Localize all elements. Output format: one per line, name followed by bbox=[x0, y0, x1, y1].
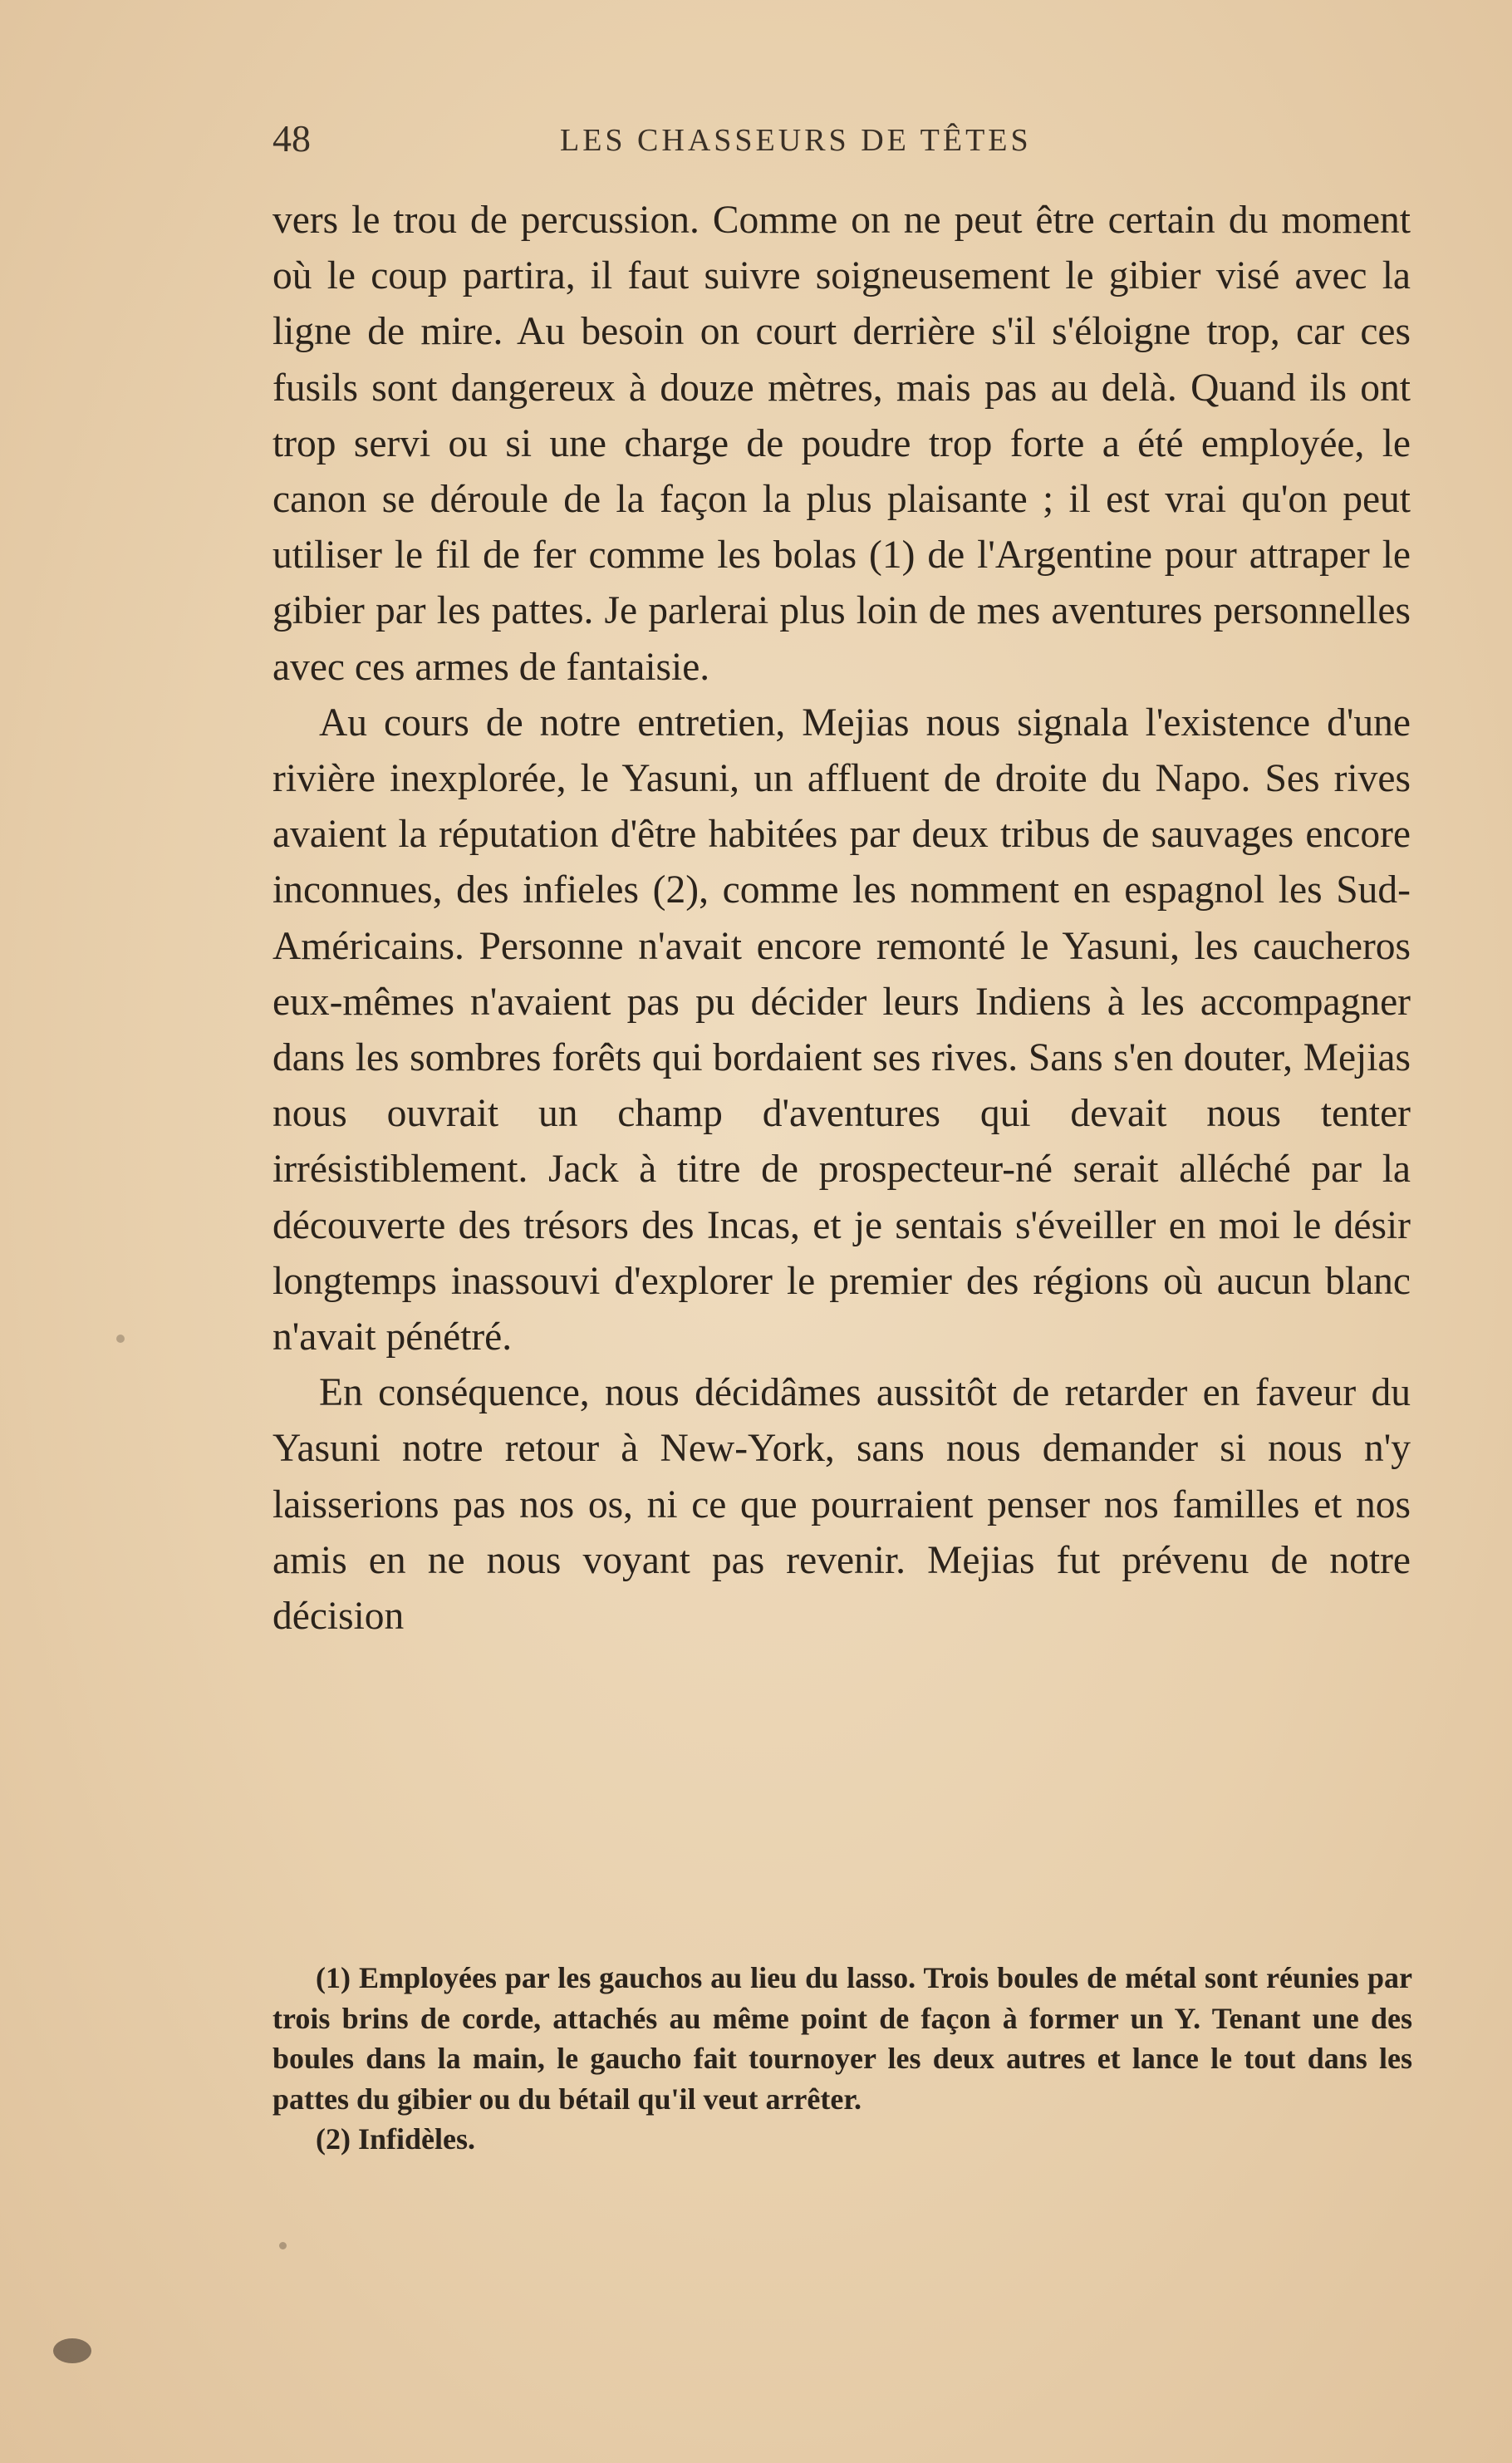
speck-mark bbox=[279, 2242, 287, 2249]
footnote-1: (1) Employées par les gauchos au lieu du lasso. Trois boules de métal sont réunies par trois brins de corde, attachés au même point de façon à former un Y. Tenant une des boules dans la main, le gaucho fait tournoyer les deux autres et lance le tout dans les pattes du gibier ou du bétail qu'il veut arrêter. bbox=[272, 1961, 1412, 2116]
footnotes bbox=[272, 1958, 1412, 2160]
paragraph-2: Au cours de notre entretien, Mejias nous signala l'existence d'une rivière inexplorée, le Yasuni, un affluent de droite du Napo. Ses rives avaient la réputation d'être habitées par deux tribus de sauvages encore inconnues, des infieles (2), comme les nomment en espagnol les Sud-Américains. Personne n'avait encore remonté le Yasuni, les caucheros eux-mêmes n'avaient pas pu décider leurs Indiens à les accompagner dans les sombres forêts qui bordaient ses rives. Sans s'en douter, Mejias nous ouvrait un champ d'aventures qui devait nous tenter irrésistiblement. Jack à titre de prospecteur-né serait alléché par la découverte des trésors des Incas, et je sentais s'éveiller en moi le désir longtemps inassouvi d'explorer le premier des régions où aucun blanc n'avait pénétré. bbox=[272, 701, 1411, 1359]
running-title: LES CHASSEURS DE TÊTES bbox=[560, 123, 1032, 158]
paragraph-1: vers le trou de percussion. Comme on ne peut être certain du moment où le coup partira, il faut suivre soigneusement le gibier visé avec la ligne de mire. Au besoin on court derrière s'il s'éloigne trop, car ces fusils sont dangereux à douze mètres, mais pas au delà. Quand ils ont trop servi ou si une charge de poudre trop forte a été employée, le canon se déroule de la façon la plus plaisante ; il est vrai qu'on peut utiliser le fil de fer comme les bolas (1) de l'Argentine pour attraper le gibier par les pattes. Je parlerai plus loin de mes aventures personnelles avec ces armes de fantaisie. bbox=[272, 199, 1411, 689]
main-text bbox=[272, 193, 1411, 1644]
page-number: 48 bbox=[272, 117, 311, 160]
speck-mark bbox=[116, 1335, 125, 1343]
footnote-2: (2) Infidèles. bbox=[316, 2122, 475, 2156]
paragraph-3: En conséquence, nous décidâmes aussitôt de retarder en faveur du Yasuni notre retour à New-York, sans nous demander si nous n'y laisserions pas nos os, ni ce que pourraient penser nos familles et nos amis en ne nous voyant pas revenir. Mejias fut prévenu de notre décision bbox=[272, 1371, 1411, 1639]
ink-smudge-mark bbox=[53, 2338, 91, 2363]
page-header bbox=[272, 110, 1412, 168]
